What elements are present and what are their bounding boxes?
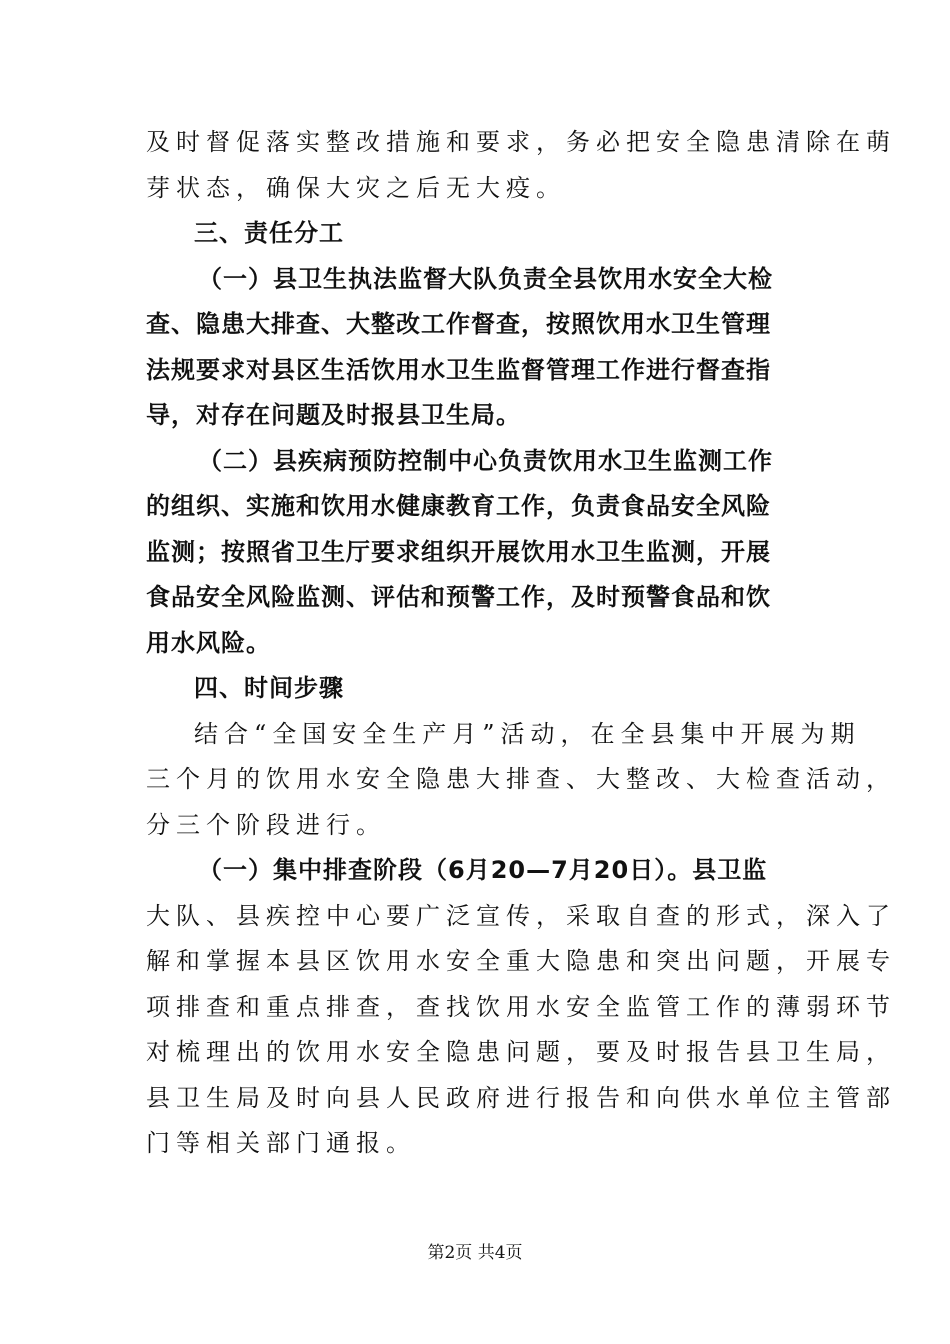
- body-text-line: 三个月的饮用水安全隐患大排查、大整改、大检查活动，: [146, 765, 896, 793]
- body-text-line: 用水风险。: [146, 628, 271, 657]
- body-text-line: 门等相关部门通报。: [146, 1129, 416, 1157]
- body-text-line: 分三个阶段进行。: [146, 810, 386, 839]
- section-heading-schedule: 四、时间步骤: [194, 674, 344, 702]
- body-text-line: 项排查和重点排查，查找饮用水安全监管工作的薄弱环节: [146, 992, 896, 1021]
- page-number-footer: 第2页 共4页: [427, 1243, 523, 1263]
- body-text-line: 监测；按照省卫生厅要求组织开展饮用水卫生监测，开展: [146, 537, 771, 566]
- body-text-line: 大队、县疾控中心要广泛宣传，采取自查的形式，深入了: [146, 901, 896, 930]
- document-body: [146, 120, 896, 1167]
- body-text-line: 结合“全国安全生产月”活动，在全县集中开展为期: [194, 719, 861, 748]
- body-text-line: 查、隐患大排查、大整改工作督查，按照饮用水卫生管理: [146, 310, 771, 338]
- body-text-line: 及时督促落实整改措施和要求，务必把安全隐患清除在萌: [146, 128, 896, 156]
- body-text-line: 县卫生局及时向县人民政府进行报告和向供水单位主管部: [146, 1083, 896, 1112]
- body-text-line: 解和掌握本县区饮用水安全重大隐患和突出问题，开展专: [146, 947, 896, 975]
- body-text-line: （二）县疾病预防控制中心负责饮用水卫生监测工作: [198, 446, 773, 475]
- body-text-line: 导，对存在问题及时报县卫生局。: [146, 401, 521, 429]
- body-text-line: 的组织、实施和饮用水健康教育工作，负责食品安全风险: [146, 492, 771, 520]
- body-text-line: 食品安全风险监测、评估和预警工作，及时预警食品和饮: [146, 583, 771, 611]
- body-text-line: 对梳理出的饮用水安全隐患问题，要及时报告县卫生局，: [146, 1038, 896, 1066]
- subsection-heading-phase-one: （一）集中排查阶段（6月20—7月20日）。县卫监: [198, 856, 768, 884]
- body-text-line: （一）县卫生执法监督大队负责全县饮用水安全大检: [198, 264, 773, 293]
- body-text-line: 芽状态，确保大灾之后无大疫。: [146, 173, 566, 202]
- section-heading-responsibilities: 三、责任分工: [194, 219, 344, 247]
- body-text-line: 法规要求对县区生活饮用水卫生监督管理工作进行督查指: [146, 355, 771, 384]
